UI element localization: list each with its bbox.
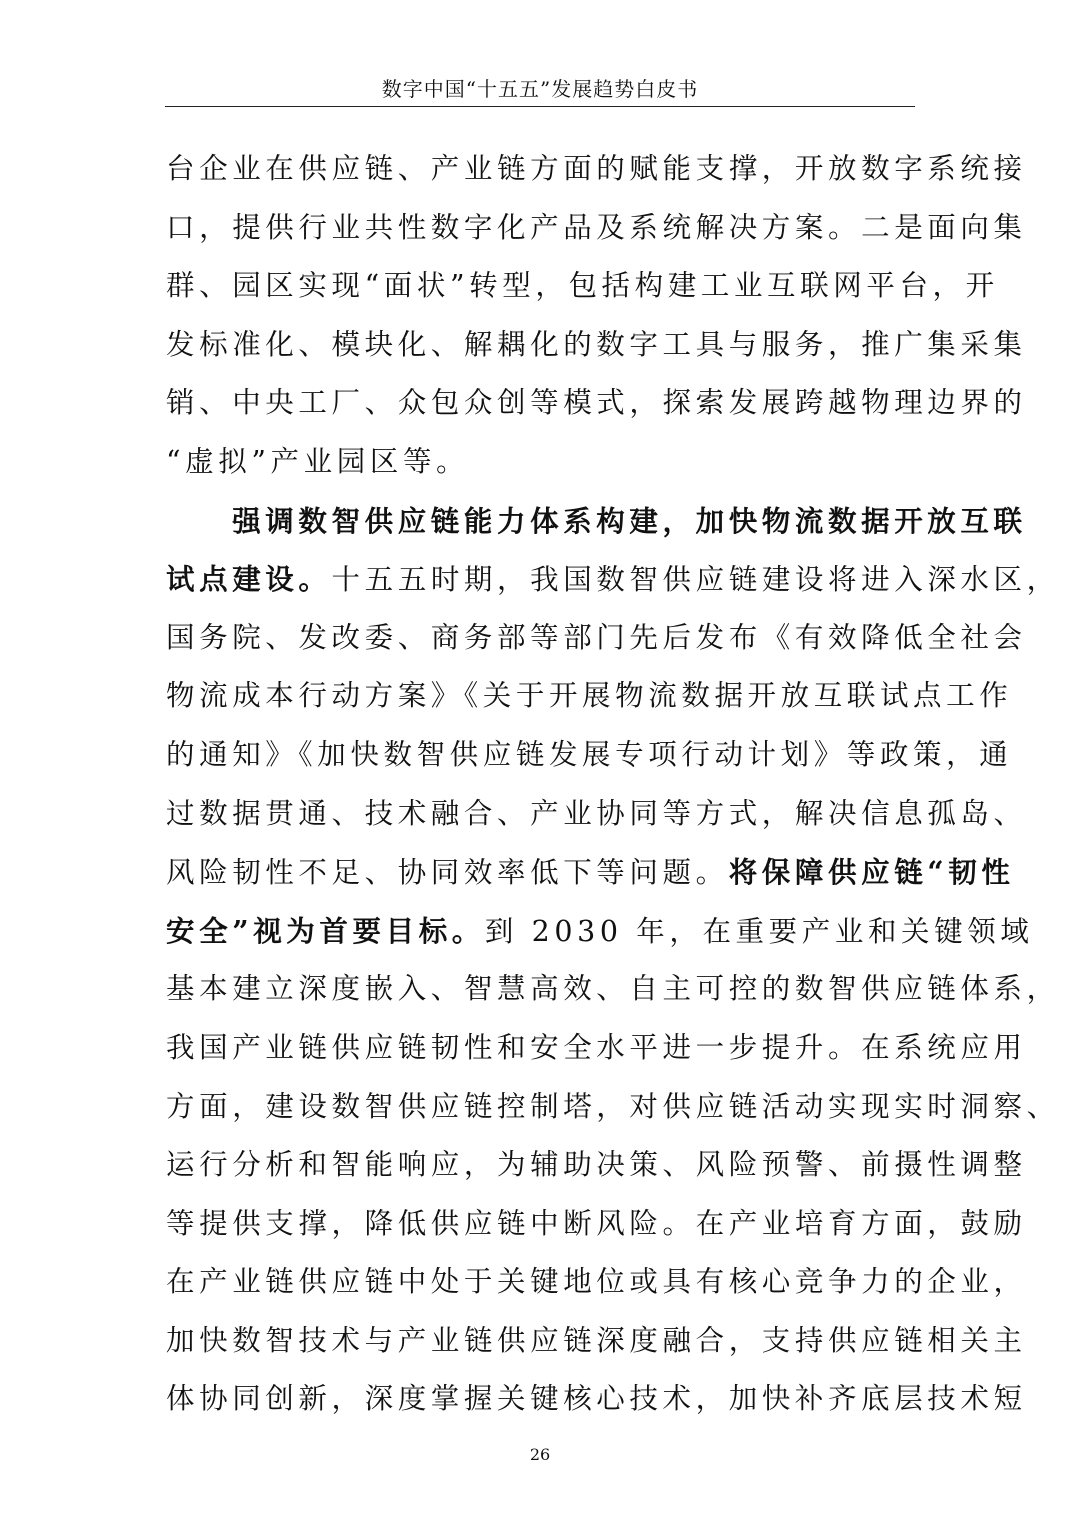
text-line: [166, 1312, 1027, 1371]
text-line: [166, 1078, 1060, 1137]
text-line: [166, 1370, 1027, 1429]
text-run: 到 2030 年，在重要产业和关键领域: [484, 914, 1034, 948]
text-run: 口，提供行业共性数字化产品及系统解决方案。二是面向集: [166, 210, 1027, 244]
text-line: [166, 726, 1013, 785]
text-line: [166, 667, 1013, 726]
text-run: “虚拟”产业园区等。: [166, 444, 470, 478]
text-line: [166, 492, 1027, 551]
text-line: [166, 960, 1060, 1019]
bold-text-run: 将保障供应链“韧性: [728, 855, 1015, 890]
page-number: 26: [529, 1445, 551, 1464]
text-run: 台企业在供应链、产业链方面的赋能支撑，开放数字系统接: [166, 152, 1027, 185]
text-run: 加快数智技术与产业链供应链深度融合，支持供应链相关主: [166, 1323, 1027, 1357]
text-run: 销、中央工厂、众包众创等模式，探索发展跨越物理边界的: [166, 386, 1027, 420]
text-run: 我国产业链供应链韧性和安全水平进一步提升。在系统应用: [166, 1030, 1027, 1064]
text-line: [166, 550, 1060, 609]
text-run: 方面，建设数智供应链控制塔，对供应链活动实现实时洞察、: [166, 1089, 1060, 1123]
text-line: [166, 374, 1027, 433]
text-line: [166, 199, 1027, 258]
text-line: [166, 433, 918, 492]
text-line: [166, 902, 1034, 961]
text-run: 物流成本行动方案》《关于开展物流数据开放互联试点工作: [166, 679, 1013, 713]
text-run: 在产业链供应链中处于关键地位或具有核心竞争力的企业，: [166, 1265, 1027, 1299]
text-line: [166, 785, 1027, 844]
text-line: [166, 140, 1027, 199]
text-run: 发标准化、模块化、解耦化的数字工具与服务，推广集采集: [166, 327, 1027, 361]
text-line: [166, 1195, 1027, 1254]
bold-text-run: 试点建设。: [166, 562, 332, 597]
text-line: [166, 1019, 1027, 1078]
text-line: [166, 843, 1015, 902]
text-run: 基本建立深度嵌入、智慧高效、自主可控的数智供应链体系，: [166, 972, 1060, 1006]
body-text: [166, 140, 1060, 1429]
running-header-title: 数字中国“十五五”发展趋势白皮书: [381, 77, 699, 101]
text-run: 等提供支撑，降低供应链中断风险。在产业培育方面，鼓励: [166, 1206, 1027, 1240]
text-run: 群、园区实现“面状”转型，包括构建工业互联网平台，开: [166, 269, 999, 303]
text-run: 的通知》《加快数智供应链发展专项行动计划》等政策，通: [166, 737, 1013, 771]
text-line: [166, 609, 1027, 668]
text-line: [166, 1253, 1027, 1312]
text-run: 十五五时期，我国数智供应链建设将进入深水区，: [331, 563, 1060, 597]
text-run: 体协同创新，深度掌握关键核心技术，加快补齐底层技术短: [166, 1382, 1027, 1416]
text-line: [166, 316, 1027, 375]
text-run: 过数据贯通、技术融合、产业协同等方式，解决信息孤岛、: [166, 796, 1027, 830]
bold-text-run: 安全”视为首要目标。: [166, 913, 485, 948]
text-run: 运行分析和智能响应，为辅助决策、风险预警、前摄性调整: [166, 1148, 1027, 1182]
header-divider: [165, 106, 915, 107]
text-run: 国务院、发改委、商务部等部门先后发布《有效降低全社会: [166, 620, 1027, 654]
text-line: [166, 257, 999, 316]
text-run: 风险韧性不足、协同效率低下等问题。: [166, 856, 729, 890]
text-line: [166, 1136, 1027, 1195]
bold-text-run: 强调数智供应链能力体系构建，加快物流数据开放互联: [166, 503, 1027, 538]
